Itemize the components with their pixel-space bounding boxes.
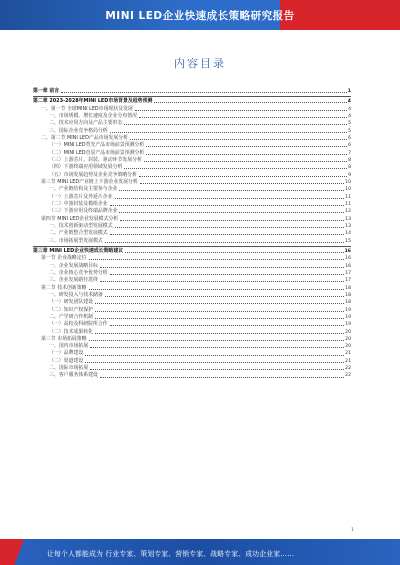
dot-leader [146, 146, 347, 147]
toc-entry[interactable] [33, 88, 351, 95]
toc-entry-page: 16 [345, 256, 351, 262]
toc-entry-page: 10 [345, 187, 351, 193]
toc-entry[interactable] [33, 230, 351, 237]
dot-leader [89, 340, 345, 341]
toc-entry-page: 21 [345, 351, 351, 357]
toc-entry-page: 17 [345, 278, 351, 284]
toc-entry-title: 一、国内市场拓展 [49, 343, 89, 350]
dot-leader [95, 318, 344, 319]
dot-leader [90, 347, 344, 348]
toc-entry[interactable] [33, 186, 351, 193]
toc-entry-page: 6 [348, 135, 351, 141]
toc-entry-title: 二、第二节 MINI LED产品市场发展分析 [41, 134, 129, 141]
toc-entry[interactable] [33, 150, 351, 157]
report-title: MINI LED企业快速成长策略研究报告 [105, 10, 295, 22]
toc-entry[interactable] [33, 238, 351, 245]
toc-entry-title: （五）市场发展趋势及企业竞争策略分析 [49, 171, 138, 178]
dot-leader [144, 161, 347, 162]
dot-leader [115, 227, 345, 228]
toc-entry-title: 第一章 前言 [33, 88, 60, 94]
dot-leader [115, 198, 345, 199]
toc-entry-title: （一）品牌建设 [49, 350, 84, 357]
toc-entry-title: 一、研发投入与技术储备 [49, 291, 103, 298]
toc-entry-page: 5 [348, 121, 351, 127]
toc-entry[interactable] [33, 216, 351, 223]
toc-entry-title: 一、产业链结构及主要参与企业 [49, 186, 118, 193]
toc-entry-title: 第三章 MINI LED企业快速成长策略建议 [33, 247, 124, 254]
toc-entry-page: 8 [348, 157, 351, 163]
toc-entry-page: 9 [348, 172, 351, 178]
toc-entry[interactable] [33, 208, 351, 215]
footer-bar [0, 539, 400, 565]
dot-leader [110, 234, 344, 235]
dot-leader [100, 267, 344, 268]
toc-entry-page: 20 [345, 344, 351, 350]
toc-entry[interactable] [33, 164, 351, 171]
toc-entry[interactable] [33, 321, 351, 328]
toc-entry[interactable] [33, 329, 351, 336]
toc-entry-page: 20 [345, 336, 351, 342]
toc-entry[interactable] [33, 255, 351, 262]
toc-entry-title: 三、企业发展路径选择 [49, 277, 98, 284]
dot-leader [154, 102, 346, 103]
toc-entry-page: 15 [345, 238, 351, 244]
dot-leader [100, 281, 344, 282]
toc-entry-title: 一、技术创新驱动型发展模式 [49, 222, 113, 229]
toc-entry-title: 一、市场规模、增长速度及企业分布情况 [49, 112, 138, 119]
toc-entry-title: （二）渠道建设 [49, 357, 84, 364]
toc-entry-page: 19 [345, 314, 351, 320]
dot-leader [139, 176, 347, 177]
toc-entry-page: 11 [345, 194, 351, 200]
toc-entry-title: 第一节 企业战略定位 [41, 255, 87, 262]
toc-entry-title: 第三节 市场拓展策略 [41, 335, 87, 342]
toc-entry[interactable] [33, 307, 351, 314]
dot-leader [124, 124, 347, 125]
toc-entry-page: 4 [348, 113, 351, 119]
toc-entry[interactable] [33, 263, 351, 270]
dot-leader [146, 154, 347, 155]
toc-entry-title: 三、市场拓展型发展模式 [49, 237, 103, 244]
toc-entry-page: 8 [348, 165, 351, 171]
dot-leader [119, 212, 344, 213]
dot-leader [90, 369, 344, 370]
toc-entry[interactable] [33, 194, 351, 201]
toc-entry[interactable] [33, 128, 351, 135]
toc-entry-page: 17 [345, 270, 351, 276]
dot-leader [139, 117, 347, 118]
toc-entry-page: 13 [345, 216, 351, 222]
toc-entry-title: （二）知识产权保护 [49, 306, 94, 313]
toc-entry-title: 第二章 2023-2028年MINI LED市场背景及趋势预测 [33, 98, 153, 105]
toc-entry[interactable] [33, 106, 351, 113]
toc-entry-page: 20 [345, 329, 351, 335]
toc-entry[interactable] [33, 285, 351, 292]
toc-entry-page: 12 [345, 209, 351, 215]
toc-entry-page: 6 [348, 143, 351, 149]
toc-entry-page: 11 [345, 201, 351, 207]
toc-entry-title: 三、国际企业竞争格局分析 [49, 127, 108, 134]
toc-entry-page: 21 [345, 358, 351, 364]
table-of-contents [33, 88, 351, 380]
toc-entry-page: 4 [348, 106, 351, 112]
dot-leader [119, 190, 344, 191]
toc-entry-page: 16 [345, 263, 351, 269]
dot-leader [110, 205, 344, 206]
toc-entry-page: 19 [345, 322, 351, 328]
toc-entry-page: 18 [345, 285, 351, 291]
dot-leader [89, 259, 345, 260]
dot-leader [124, 168, 347, 169]
toc-entry-title: 第四节 MINI LED企业发展模式分析 [41, 215, 119, 222]
toc-entry-title: （三）上游芯片、封装、驱动环节发展分析 [49, 156, 142, 163]
toc-entry[interactable] [33, 120, 351, 127]
toc-entry[interactable] [33, 350, 351, 357]
toc-entry-title: 第二节 技术创新策略 [41, 284, 87, 291]
toc-entry-page: 14 [345, 231, 351, 237]
toc-entry-title: （二）中游封装及模组企业 [49, 200, 108, 207]
dot-leader [95, 303, 344, 304]
footer-slogan: 让每个人都能成为 行业专家、策划专家、营销专家、战略专家、成功企业家…… [47, 550, 295, 558]
toc-entry-page: 19 [345, 307, 351, 313]
toc-entry[interactable] [33, 299, 351, 306]
toc-entry-title: （四）下游终端应用领域发展分析 [49, 164, 123, 171]
toc-entry-page: 18 [345, 292, 351, 298]
toc-entry-title: （一）MINI LED背光产品市场前景预测分析 [49, 142, 145, 149]
dot-leader [100, 377, 344, 378]
toc-entry-page: 5 [348, 128, 351, 134]
toc-entry-title: 三、客户服务体系建设 [49, 372, 98, 379]
toc-entry-title: （三）下游应用及终端品牌企业 [49, 208, 118, 215]
dot-leader [140, 183, 344, 184]
toc-entry-title: 二、技术应用方向及产品主要形态 [49, 120, 123, 127]
dot-leader [125, 252, 343, 253]
toc-entry[interactable] [33, 98, 351, 105]
toc-entry-title: 一、企业发展战略目标 [49, 262, 98, 269]
toc-entry-title: （一）高校及科研院所合作 [49, 321, 108, 328]
dot-leader [130, 139, 347, 140]
toc-entry[interactable] [33, 277, 351, 284]
chapter-divider [33, 246, 351, 247]
dot-leader [61, 92, 347, 93]
toc-entry-page: 13 [345, 223, 351, 229]
toc-entry-title: 二、产学研合作机制 [49, 313, 94, 320]
dot-leader [110, 132, 347, 133]
toc-entry-title: （一）上游芯片及外延片企业 [49, 193, 113, 200]
toc-entry-title: （一）研发团队建设 [49, 299, 94, 306]
toc-entry-title: 一、第一节 全球MINI LED市场现状及发展 [41, 105, 133, 112]
dot-leader [120, 220, 344, 221]
toc-entry-page: 16 [344, 248, 351, 254]
toc-entry[interactable] [33, 172, 351, 179]
footer-red-accent [0, 539, 24, 565]
dot-leader [95, 311, 344, 312]
toc-entry-title: 二、国际市场拓展 [49, 365, 89, 372]
toc-entry-title: 第三节 MINI LED产业链上下游企业发展分析 [41, 178, 138, 185]
dot-leader [95, 333, 344, 334]
toc-entry-page: 22 [345, 366, 351, 372]
toc-entry-title: （二）MINI LED直显产品市场前景预测分析 [49, 149, 145, 156]
page-number: 1 [351, 528, 354, 533]
toc-entry-page: 18 [345, 300, 351, 306]
dot-leader [85, 355, 344, 356]
toc-entry-page: 22 [345, 373, 351, 379]
dot-leader [105, 296, 344, 297]
toc-entry-page: 7 [348, 150, 351, 156]
dot-leader [85, 362, 344, 363]
toc-entry-page: 1 [347, 89, 351, 94]
toc-entry-title: （二）技术成果转化 [49, 328, 94, 335]
dot-leader [105, 242, 344, 243]
toc-entry[interactable] [33, 142, 351, 149]
toc-entry-title: 二、产业链整合型发展模式 [49, 230, 108, 237]
header-bar [0, 0, 400, 30]
toc-entry-title: 二、企业核心竞争优势分析 [49, 269, 108, 276]
toc-heading: 内容目录 [174, 57, 226, 70]
dot-leader [135, 110, 347, 111]
toc-entry-page: 10 [345, 179, 351, 185]
dot-leader [110, 325, 344, 326]
toc-entry[interactable] [33, 372, 351, 379]
toc-entry-page: 4 [347, 99, 351, 105]
dot-leader [110, 274, 344, 275]
dot-leader [89, 289, 345, 290]
